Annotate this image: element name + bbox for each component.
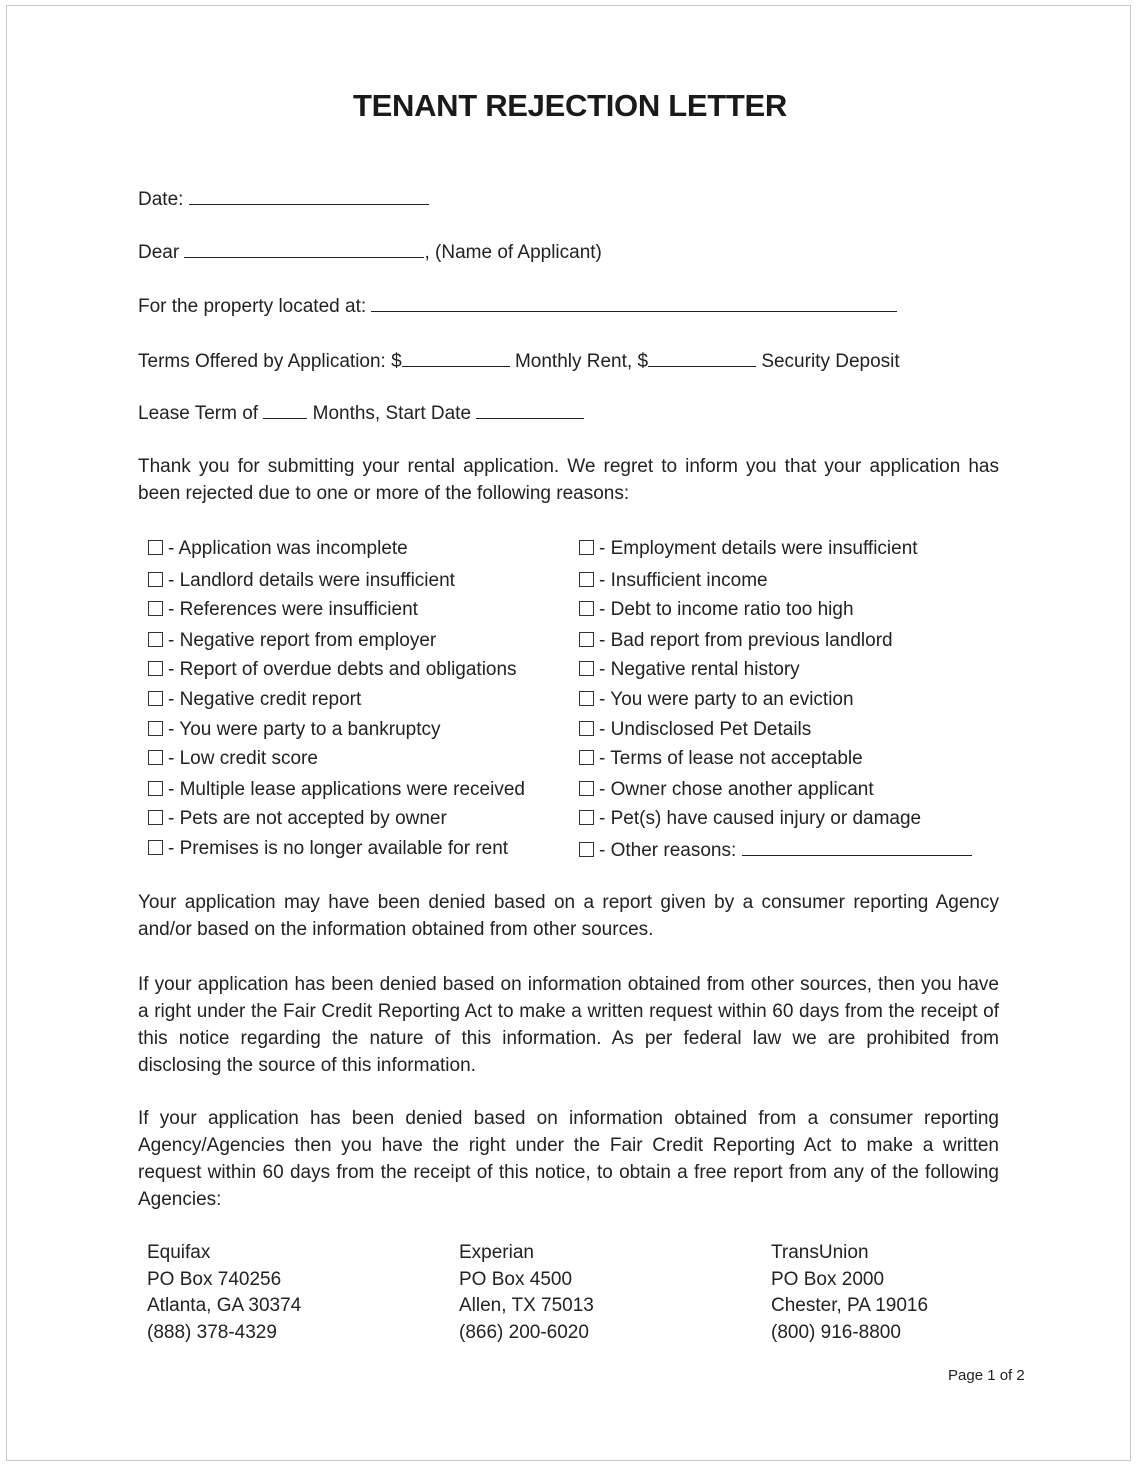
checkbox[interactable] [579,691,594,706]
months-start-label: Months, Start Date [312,403,472,424]
lease-term-label: Lease Term of [138,403,259,424]
reason-label: - Bad report from previous landlord [599,630,893,651]
agency-phone: (866) 200-6020 [459,1321,589,1343]
date-label: Date: [138,189,184,210]
reason-item [148,807,447,831]
reason-item [579,629,893,653]
reason-item [148,778,525,802]
paragraph-1: Your application may have been denied based on a report given by a consumer reporting Agency and/or based on the information obtained from other sources. [138,892,999,940]
lease-line [138,400,584,426]
reason-item [148,537,408,561]
agency-phone: (888) 378-4329 [147,1321,277,1343]
checkbox[interactable] [148,632,163,647]
monthly-rent-label: Monthly Rent, $ [514,351,649,372]
checkbox[interactable] [579,721,594,736]
reason-label: - Negative credit report [168,689,362,710]
checkbox[interactable] [148,840,163,855]
reason-item [579,537,918,561]
checkbox[interactable] [579,810,594,825]
checkbox[interactable] [579,540,594,555]
checkbox[interactable] [148,661,163,676]
reason-item [579,718,811,742]
reason-label: - Terms of lease not acceptable [599,748,863,769]
reason-label: - Low credit score [168,748,318,769]
reason-label: - Owner chose another applicant [599,779,874,800]
page-number: Page 1 of 2 [948,1367,1025,1384]
reason-label: - Negative rental history [599,659,800,680]
reason-item [148,598,418,622]
agency-po-box: PO Box 2000 [771,1268,885,1290]
reason-item [579,598,854,622]
agency-po-box: PO Box 740256 [147,1268,282,1290]
dear-suffix: , (Name of Applicant) [424,242,602,263]
agency-city: Allen, TX 75013 [459,1295,594,1316]
reason-label: - You were party to an eviction [599,689,854,710]
reason-item [579,569,768,593]
reason-label: - Pet(s) have caused injury or damage [599,808,922,829]
deposit-blank[interactable] [648,348,756,367]
property-blank[interactable] [371,293,897,312]
reason-item [148,658,517,682]
reason-label: - Negative report from employer [168,630,437,651]
agency-name: Experian [459,1242,534,1263]
reason-label: - Application was incomplete [168,538,408,559]
other-reasons-blank[interactable] [742,837,972,856]
checkbox[interactable] [148,572,163,587]
reason-label: - Landlord details were insufficient [168,570,455,591]
lease-months-blank[interactable] [263,400,307,419]
agency-po-box: PO Box 4500 [459,1268,573,1290]
reason-label: - Multiple lease applications were received [168,779,525,800]
paragraph-3: If your application has been denied based on information obtained from a consumer reporting Agency/Agencies then you have the right under the Fair Credit Reporting Act to make a written request within 60 days from the receipt of this notice, to obtain a free report from any of the following Agencies: [138,1108,999,1210]
start-date-blank[interactable] [476,400,584,419]
reason-label: - References were insufficient [168,599,418,620]
dear-label: Dear [138,242,180,263]
checkbox[interactable] [579,572,594,587]
checkbox[interactable] [579,661,594,676]
security-deposit-label: Security Deposit [761,351,900,372]
intro-paragraph: Thank you for submitting your rental application. We regret to inform you that your application has been rejected due to one or more of the following reasons: [138,456,999,504]
reason-label: - Employment details were insufficient [599,538,918,559]
rent-blank[interactable] [402,348,510,367]
reason-label: - Insufficient income [599,570,768,591]
reason-label: - You were party to a bankruptcy [168,719,441,740]
reason-label: - Premises is no longer available for rent [168,838,509,859]
checkbox[interactable] [579,781,594,796]
terms-label: Terms Offered by Application: $ [138,351,402,372]
date-blank[interactable] [189,186,429,205]
date-line [138,186,429,212]
property-label: For the property located at: [138,296,367,317]
reason-label: - Report of overdue debts and obligations [168,659,517,680]
reason-label: - Debt to income ratio too high [599,599,854,620]
agency-experian [459,1240,594,1346]
agency-equifax [147,1240,301,1346]
agency-name: TransUnion [771,1242,869,1263]
reason-item [148,718,441,742]
applicant-name-blank[interactable] [184,239,424,258]
reason-label: - Pets are not accepted by owner [168,808,447,829]
reason-label: - Undisclosed Pet Details [599,719,812,740]
checkbox[interactable] [148,721,163,736]
reason-item [579,658,800,682]
dear-line [138,239,602,265]
checkbox[interactable] [148,691,163,706]
agency-transunion [771,1240,928,1346]
agency-city: Atlanta, GA 30374 [147,1295,302,1316]
agency-name: Equifax [147,1242,211,1263]
reason-item [148,569,455,593]
property-line [138,293,897,319]
checkbox[interactable] [579,842,594,857]
reason-item [148,837,508,861]
reason-item [579,807,921,831]
checkbox[interactable] [579,750,594,765]
reason-item [148,747,318,771]
checkbox[interactable] [148,810,163,825]
paragraph-2: If your application has been denied based on information obtained from other sources, then you have a right under the Fair Credit Reporting Act to make a written request within 60 days from the receipt of this notice regarding the nature of this information. As per federal law we are prohibited from disclosing the source of this information. [138,974,999,1076]
reason-item [579,688,854,712]
agency-phone: (800) 916-8800 [771,1321,901,1343]
terms-line [138,348,900,374]
reason-label: - Other reasons: [599,840,737,861]
reason-item [579,778,874,802]
checkbox[interactable] [579,601,594,616]
reason-item [148,629,436,653]
reason-item [148,688,361,712]
reason-item [579,837,972,863]
checkbox[interactable] [148,781,163,796]
page-title: TENANT REJECTION LETTER [352,88,787,123]
checkbox[interactable] [148,601,163,616]
checkbox[interactable] [148,540,163,555]
agency-city: Chester, PA 19016 [771,1295,929,1316]
checkbox[interactable] [579,632,594,647]
reason-item [579,747,863,771]
checkbox[interactable] [148,750,163,765]
